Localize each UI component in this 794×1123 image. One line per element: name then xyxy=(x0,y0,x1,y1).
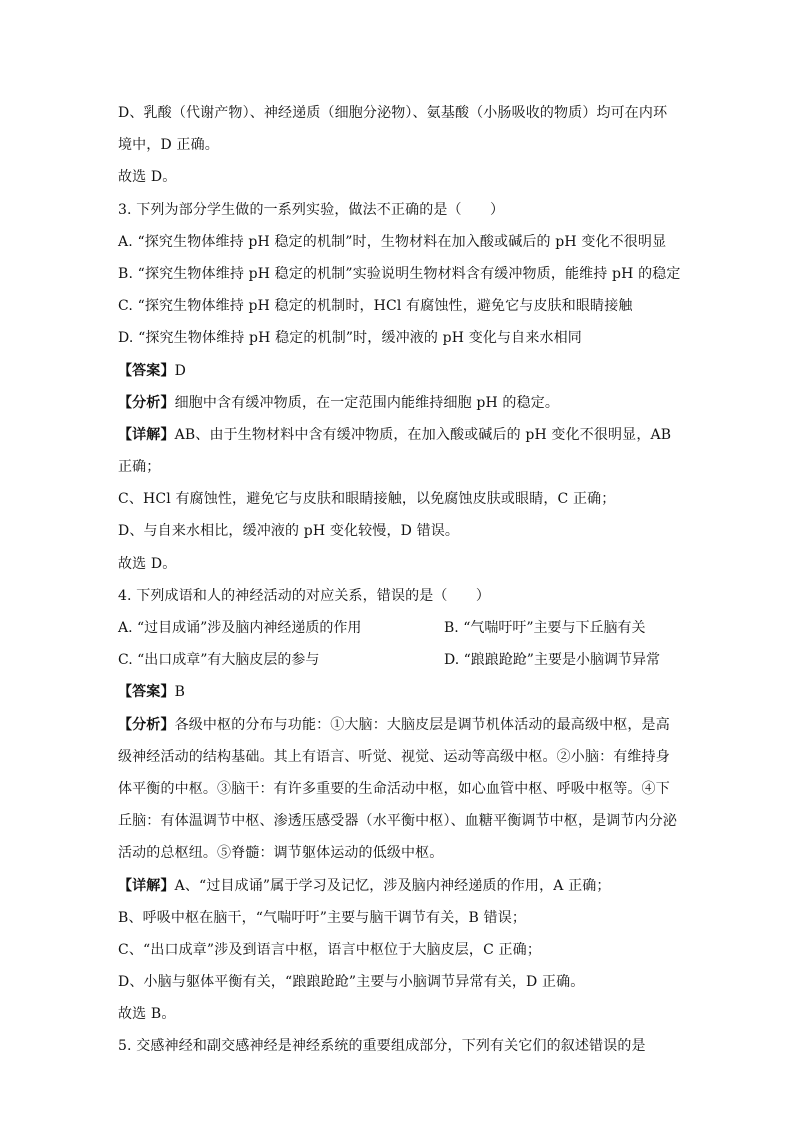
text-line xyxy=(118,483,678,515)
line-text: B、呼吸中枢在脑干，“气喘吁吁”主要与脑干调节有关，B 错误； xyxy=(118,909,526,926)
line-text: 级神经活动的结构基础。其上有语言、听觉、视觉、运动等高级中枢。②小脑：有维持身 xyxy=(118,748,670,765)
analysis-line xyxy=(118,387,678,419)
question-5-stem xyxy=(118,1030,678,1062)
answer-line xyxy=(118,676,678,708)
answer-text: B xyxy=(174,684,186,701)
text-line xyxy=(118,451,678,483)
question-4-options-row xyxy=(118,612,678,644)
explanation-line xyxy=(118,870,678,902)
line-text: 体平衡的中枢。③脑干：有许多重要的生命活动中枢，如心血管中枢、呼吸中枢等。④下 xyxy=(118,780,670,797)
question-4-option-c: C. “出口成章”有大脑皮层的参与 xyxy=(118,652,320,669)
analysis-text: 各级中枢的分布与功能：①大脑：大脑皮层是调节机体活动的最高级中枢，是高 xyxy=(174,716,670,733)
text-line xyxy=(118,966,678,998)
line-text: 境中，D 正确。 xyxy=(118,137,219,154)
question-3-option-c xyxy=(118,290,678,322)
question-3-stem xyxy=(118,194,678,226)
text-line xyxy=(118,97,678,129)
line-text: 故选 D。 xyxy=(118,555,177,572)
line-text: 故选 B。 xyxy=(118,1006,176,1023)
analysis-tag: 【分析】 xyxy=(118,394,175,411)
line-text: C、“出口成章”涉及到语言中枢，语言中枢位于大脑皮层，C 正确； xyxy=(118,941,541,958)
question-3-option-b xyxy=(118,258,681,290)
answer-tag: 【答案】 xyxy=(118,362,175,379)
line-text: C. “探究生物体维持 pH 稳定的机制时，HCl 有腐蚀性，避免它与皮肤和眼睛接触 xyxy=(118,298,633,315)
analysis-tag: 【分析】 xyxy=(118,716,175,733)
question-4-option-d: D. “踉踉跄跄”主要是小脑调节异常 xyxy=(444,652,660,669)
text-line xyxy=(118,998,678,1030)
line-text: D、与自来水相比，缓冲液的 pH 变化较慢，D 错误。 xyxy=(118,523,460,540)
explanation-line xyxy=(118,419,678,451)
text-line xyxy=(118,129,678,161)
text-line xyxy=(118,515,678,547)
question-4-options-row xyxy=(118,644,678,676)
line-text: D. “探究生物体维持 pH 稳定的机制”时，缓冲液的 pH 变化与自来水相同 xyxy=(118,330,582,347)
document-page xyxy=(118,97,681,1063)
line-text: 5. 交感神经和副交感神经是神经系统的重要组成部分，下列有关它们的叙述错误的是 xyxy=(118,1038,646,1055)
answer-line xyxy=(118,355,678,387)
line-text: A. “探究生物体维持 pH 稳定的机制”时，生物材料在加入酸或碱后的 pH 变化不很明显 xyxy=(118,233,667,250)
line-text: B. “探究生物体维持 pH 稳定的机制”实验说明生物材料含有缓冲物质，能维持 pH 的稳定 xyxy=(118,265,681,282)
text-line xyxy=(118,805,678,837)
question-3-option-a xyxy=(118,226,678,258)
text-line xyxy=(118,548,678,580)
line-text: C、HCl 有腐蚀性，避免它与皮肤和眼睛接触，以免腐蚀皮肤或眼睛，C 正确； xyxy=(118,491,616,508)
question-3-option-d xyxy=(118,322,678,354)
line-text: 活动的总枢纽。⑤脊髓：调节躯体运动的低级中枢。 xyxy=(118,845,444,862)
line-text: 4. 下列成语和人的神经活动的对应关系，错误的是（ ） xyxy=(118,587,491,604)
line-text: 丘脑：有体温调节中枢、渗透压感受器（水平衡中枢）、血糖平衡调节中枢，是调节内分泌 xyxy=(118,813,677,830)
text-line xyxy=(118,773,678,805)
explanation-tag: 【详解】 xyxy=(118,426,175,443)
explanation-tag: 【详解】 xyxy=(118,877,175,894)
explanation-text: AB、由于生物材料中含有缓冲物质，在加入酸或碱后的 pH 变化不很明显，AB xyxy=(174,426,672,443)
line-text: 故选 D。 xyxy=(118,169,177,186)
line-text: 3. 下列为部分学生做的一系列实验，做法不正确的是（ ） xyxy=(118,201,505,218)
question-4-option-b: B. “气喘吁吁”主要与下丘脑有关 xyxy=(444,620,646,636)
text-line xyxy=(118,934,678,966)
text-line xyxy=(118,741,678,773)
answer-tag: 【答案】 xyxy=(118,684,175,701)
line-text: 正确； xyxy=(118,459,161,476)
text-line xyxy=(118,902,678,934)
question-4-option-a: A. “过目成诵”涉及脑内神经递质的作用 xyxy=(118,620,362,636)
question-4-stem xyxy=(118,580,678,612)
text-line xyxy=(118,837,678,869)
analysis-text: 细胞中含有缓冲物质，在一定范围内能维持细胞 pH 的稳定。 xyxy=(174,394,560,411)
analysis-line xyxy=(118,709,678,741)
answer-text: D xyxy=(174,362,186,379)
line-text: D、小脑与躯体平衡有关，“踉踉跄跄”主要与小脑调节异常有关，D 正确。 xyxy=(118,974,585,991)
text-line xyxy=(118,161,678,193)
line-text: D、乳酸（代谢产物）、神经递质（细胞分泌物）、氨基酸（小肠吸收的物质）均可在内环 xyxy=(118,105,668,121)
explanation-text: A、“过目成诵”属于学习及记忆，涉及脑内神经递质的作用，A 正确； xyxy=(174,877,611,894)
